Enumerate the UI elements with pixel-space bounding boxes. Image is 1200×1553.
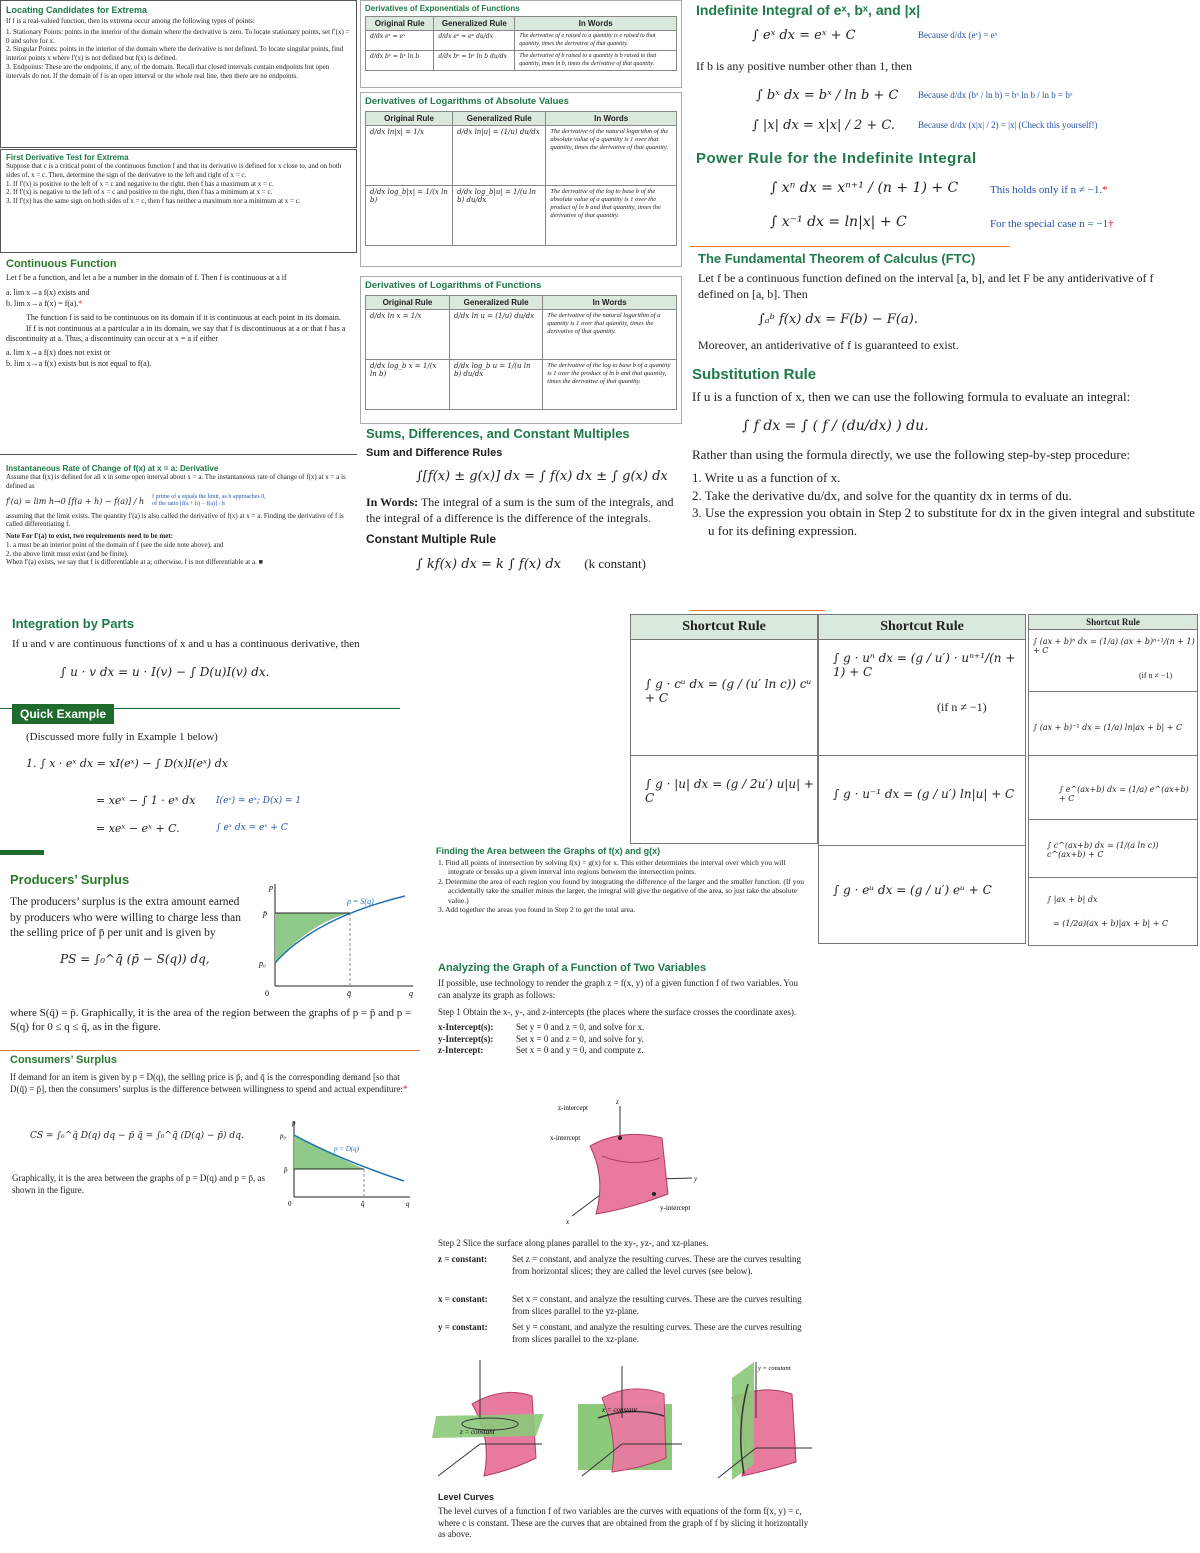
quick-example-label: Quick Example	[12, 704, 114, 724]
curve-label: p = D(q)	[334, 1145, 359, 1153]
indef-f2: ∫ bˣ dx = bˣ / ln b + C	[756, 88, 899, 103]
shortcut2-r1b: (if n ≠ −1)	[937, 700, 987, 714]
column-header: Original Rule	[366, 296, 450, 310]
producers-graph	[255, 878, 420, 1000]
column-header: Generalized Rule	[449, 296, 542, 310]
table-cell: d/dx bᵘ = bᵘ ln b du/dx	[434, 51, 515, 71]
twovar-yc: y = constant: Set y = constant, and analyze the resulting curves. These are the curves resulting from slices parallel to the xz-plane.	[438, 1322, 802, 1344]
shortcut1-r1: ∫ g · cᵘ dx = (g / (u′ ln c)) cᵘ + C	[645, 677, 812, 705]
continuous-cond-b: b. lim x→a f(x) = f(a).*	[6, 298, 83, 308]
sums-sub1: Sum and Difference Rules	[366, 447, 503, 459]
row-divider	[819, 755, 1025, 756]
p0-label: p₀	[259, 959, 266, 968]
table-row	[366, 310, 677, 360]
indef-title: Indefinite Integral of eˣ, bˣ, and |x|	[696, 2, 921, 18]
p-label: p	[292, 1119, 296, 1127]
table-row	[366, 126, 677, 186]
power-n2: For the special case n = −1†	[990, 218, 1114, 230]
power-title: Power Rule for the Indefinite Integral	[696, 150, 977, 167]
instant-formula: f′(a) = lim h→0 [f(a + h) − f(a)] / h	[6, 496, 145, 506]
y-label: y	[694, 1175, 698, 1183]
y-intercept-point	[652, 1192, 656, 1196]
instant-formula-row	[6, 494, 351, 509]
column-header: In Words	[515, 17, 677, 31]
origin-label: 0	[288, 1200, 292, 1208]
shortcut2-r1: ∫ g · uⁿ dx = (g / u′) · uⁿ⁺¹/(n + 1) + C	[833, 651, 1016, 679]
instant-note-blue: f prime of a equals the limit, as h approaches 0, of the ratio [f(a + h) − f(a)] / h	[152, 493, 266, 507]
shortcut3-r3: ∫ e^(ax+b) dx = (1/a) e^(ax+b) + C	[1059, 785, 1189, 803]
x-label: x	[566, 1218, 570, 1226]
indef-b3: Because d/dx (x|x| / 2) = |x| (Check this yourself!)	[918, 120, 1098, 130]
deriv-log-title: Derivatives of Logarithms of Functions	[365, 280, 542, 291]
parts-ex1: 1. ∫ x · eˣ dx = xI(eˣ) − ∫ D(x)I(eˣ) dx	[26, 757, 228, 770]
column-header: Generalized Rule	[434, 17, 515, 31]
column-header: In Words	[543, 296, 677, 310]
q-label: q	[409, 989, 413, 998]
sums-title: Sums, Differences, and Constant Multiples	[366, 426, 630, 441]
shortcut3-header: Shortcut Rule	[1029, 615, 1197, 630]
yint-label: y-intercept	[660, 1204, 691, 1212]
curve-label: p = S(q)	[347, 897, 374, 906]
twovar-title: Analyzing the Graph of a Function of Two Variables	[438, 962, 707, 974]
row-divider	[1029, 755, 1197, 756]
deriv-exp-panel	[360, 0, 682, 88]
row-divider	[1029, 877, 1197, 878]
table-cell: d/dx ln x = 1/x	[366, 310, 450, 360]
z-label: z	[616, 1098, 619, 1106]
continuous-dis-a: a. lim x→a f(x) does not exist or	[6, 348, 111, 358]
ftc-panel	[690, 249, 1200, 361]
qbar-label: q̄	[347, 989, 351, 998]
table-cell: The derivative of b raised to a quantity is b raised to that quantity, times ln b, times the derivative of that quantity.	[515, 51, 677, 71]
shortcut3-r1b: (if n ≠ −1)	[1139, 671, 1173, 680]
area-title: Finding the Area between the Graphs of f(x) and g(x)	[436, 846, 661, 856]
shortcut3-r4: ∫ c^(ax+b) dx = (1/(a ln c)) c^(ax+b) + C	[1047, 841, 1159, 859]
table-row	[366, 186, 677, 246]
table-cell: The derivative of the log to base b of the absolute value of a quantity is 1 over the product of ln b and that quantity, times the derivative of that quantity.	[546, 186, 677, 246]
table-row	[366, 360, 677, 410]
ftc-title: The Fundamental Theorem of Calculus (FTC)	[698, 251, 976, 266]
deriv-logabs-table	[365, 111, 677, 246]
x-slice-figure	[578, 1366, 682, 1476]
row-divider	[631, 755, 817, 756]
shortcut1-panel	[630, 614, 818, 844]
pbar-label: p̄	[284, 1166, 288, 1174]
origin-label: 0	[265, 989, 269, 998]
deriv-logabs-panel	[360, 92, 682, 267]
xint-label: x-intercept	[550, 1134, 581, 1142]
first-deriv-intro: Suppose that c is a critical point of the continuous function f and that its derivative is defined for x close to, and on both sides of, x = c. Then, determine the sign of the derivative to the left and right of x = c.	[6, 162, 342, 179]
sums-formula2-row	[416, 556, 680, 572]
extrema-panel	[0, 0, 357, 148]
twovar-zint: z-Intercept: Set x = 0 and y = 0, and compute z.	[438, 1045, 644, 1056]
area-item: 1. Find all points of intersection by solving f(x) = g(x) for x. This either determines the interval over which you will integrate or breaks up a given interval into regions between the intersection points.	[438, 858, 786, 877]
producers-panel	[0, 868, 420, 1048]
continuous-intro: Let f be a function, and let a be a number in the domain of f. Then f is continuous at a if	[6, 273, 287, 282]
p0-label: p₀	[280, 1132, 286, 1140]
continuous-para1: The function f is said to be continuous on its domain if it is continuous at each point in its domain.	[26, 313, 341, 323]
shortcut2-header: Shortcut Rule	[819, 615, 1025, 640]
parts-title: Integration by Parts	[12, 616, 135, 631]
twovar-panel	[432, 960, 818, 1553]
ftc-formula: ∫ₐᵇ f(x) dx = F(b) − F(a).	[758, 312, 918, 328]
sums-inwords: In Words: The integral of a sum is the sum of the integrals, and the integral of a difference is the difference of the integrals.	[366, 495, 674, 526]
twovar-step2: Step 2 Slice the surface along planes parallel to the xy-, yz-, and xz-planes.	[438, 1238, 709, 1248]
parts-quick-note: (Discussed more fully in Example 1 below)	[26, 731, 218, 743]
instant-title: Instantaneous Rate of Change of f(x) at x = a: Derivative	[6, 464, 219, 473]
shortcut3-r5: ∫ |ax + b| dx	[1047, 895, 1098, 904]
subst-step: 2. Take the derivative du/dx, and solve for the quantity dx in terms of du.	[692, 487, 1072, 503]
continuous-title: Continuous Function	[6, 258, 117, 270]
x-axis	[438, 1444, 480, 1476]
extrema-item: 3. Endpoints: These are the endpoints, if any, of the domain. Recall that closed intervals contain endpoints but open intervals do not. If the domain of f is an open interval or the whole real line, then there are no endpoints.	[6, 62, 330, 80]
column-header: In Words	[546, 112, 677, 126]
level-text: The level curves of a function f of two variables are the curves with equations of the form f(x, y) = c, where c is constant. These are the curves that are obtained from the graph of f by slicing it horizontally as above.	[438, 1506, 809, 1540]
twovar-yint: y-Intercept(s): Set x = 0 and z = 0, and solve for y.	[438, 1033, 644, 1044]
subst-panel	[688, 364, 1200, 610]
producers-text: The producers’ surplus is the extra amount earned by producers who were willing to charge less than the selling price of p̄ per unit and is given by	[10, 896, 242, 940]
producers-title: Producers’ Surplus	[10, 872, 130, 887]
table-cell: d/dx log_b u = 1/(u ln b) du/dx	[449, 360, 542, 410]
continuous-panel	[0, 255, 357, 455]
z-slice-figure	[432, 1360, 544, 1476]
indef-b1: Because d/dx (eˣ) = eˣ	[918, 30, 998, 40]
shortcut3-r1: ∫ (ax + b)ⁿ dx = (1/a) (ax + b)ⁿ⁺¹/(n + 1) + C	[1033, 637, 1195, 655]
y-slice-figure	[718, 1362, 812, 1480]
indef-f3: ∫ |x| dx = x|x| / 2 + C.	[752, 118, 896, 133]
indef-f1: ∫ eˣ dx = eˣ + C	[752, 28, 856, 43]
column-header: Original Rule	[366, 17, 434, 31]
extrema-item: 1. Stationary Points: points in the interior of the domain where the derivative is zero. To locate stationary points, set f′(x) = 0 and solve for x.	[6, 27, 350, 45]
twovar-step1: Step 1 Obtain the x-, y-, and z-intercepts (the places where the surface crosses the coordinate axes).	[438, 1007, 797, 1018]
z-intercept-point	[618, 1136, 622, 1140]
table-cell: The derivative of the natural logarithm of a quantity is 1 over that quantity, times the derivative of that quantity.	[543, 310, 677, 360]
deriv-logabs-title: Derivatives of Logarithms of Absolute Values	[365, 96, 569, 107]
deriv-exp-title: Derivatives of Exponentials of Functions	[365, 4, 520, 13]
surface-figure	[532, 1098, 732, 1228]
table-cell: The derivative of the log to base b of a quantity is 1 over the product of ln b and that quantity, times the derivative of that quantity.	[543, 360, 677, 410]
power-panel	[690, 148, 1200, 244]
consumers-panel	[0, 1050, 420, 1210]
table-cell: d/dx ln|x| = 1/x	[366, 126, 453, 186]
surface	[590, 1134, 668, 1214]
deriv-exp-table	[365, 16, 677, 71]
producers-after: where S(q̄) = p̄. Graphically, it is the area of the region between the graphs of p = p̄ and p = S(q) for 0 ≤ q ≤ q̄, as in the figure.	[10, 1007, 412, 1034]
shortcut3-r5b: = (1/2a)(ax + b)|ax + b| + C	[1053, 919, 1169, 928]
subst-after: Rather than using the formula directly, we use the following step-by-step procedure:	[692, 446, 1131, 462]
instant-intro: Assume that f(x) is defined for all x in some open interval about x = a. The instantaneous rate of change of f(x) at x = a is defined as	[6, 473, 346, 490]
column-header: Original Rule	[366, 112, 453, 126]
first-deriv-item: 2. If f′(x) is negative to the left of x = c and positive to the right, then f has a minimum at x = c.	[6, 188, 273, 197]
parts-panel	[0, 612, 420, 862]
table-cell: d/dx ln u = (1/u) du/dx	[449, 310, 542, 360]
consumers-text: If demand for an item is given by p = D(q), the selling price is p̄, and q̄ is the corresponding demand [so that D(q̄) = p̄], then the consumers’ surplus is the difference between willingness to spend and actual expenditure:*	[10, 1072, 408, 1094]
table-cell: d/dx log_b|x| = 1/(x ln b)	[366, 186, 453, 246]
deriv-log-table	[365, 295, 677, 410]
first-deriv-item: 1. If f′(x) is positive to the left of x = c and negative to the right, then f has a maximum at x = c.	[6, 179, 274, 188]
instant-n1: 1. a must be an interior point of the domain of f (see the side note above), and	[6, 540, 224, 549]
instant-end: When f′(a) exists, we say that f is differentiable at a; otherwise, f is not differentiable at a. ■	[6, 558, 263, 567]
shortcut2-panel	[818, 614, 1026, 944]
slice-figures	[432, 1358, 816, 1488]
table-cell: d/dx eᵘ = eᵘ du/dx	[434, 31, 515, 51]
area-item: 3. Add together the areas you found in Step 2 to get the total area.	[438, 904, 636, 914]
table-cell: d/dx ln|u| = (1/u) du/dx	[453, 126, 546, 186]
surplus-region	[275, 913, 350, 963]
indef-b2: Because d/dx (bˣ / ln b) = bˣ ln b / ln b = bˣ	[918, 90, 1073, 100]
zint-label: z-intercept	[558, 1104, 588, 1112]
divider	[690, 246, 1010, 247]
sums-formula1: ∫[f(x) ± g(x)] dx = ∫ f(x) dx ± ∫ g(x) dx	[416, 469, 668, 484]
continuous-cond-a: a. lim x→a f(x) exists and	[6, 288, 90, 298]
slice-label: x = constant	[602, 1406, 638, 1414]
extrema-title: Locating Candidates for Extrema	[6, 5, 148, 15]
parts-ex2-note: I(eˣ) = eˣ; D(x) = 1	[216, 796, 302, 806]
subst-step: 3. Use the expression you obtain in Step 2 to substitute for dx in the given integral and substitute u for its defining expression.	[692, 505, 1195, 538]
table-row	[366, 51, 677, 71]
slice-label: y = constant	[758, 1365, 791, 1372]
table-row	[366, 31, 677, 51]
parts-text: If u and v are continuous functions of x and u has a continuous derivative, then	[12, 638, 360, 650]
table-cell: d/dx log_b|u| = 1/(u ln b) du/dx	[453, 186, 546, 246]
p-label: p	[269, 883, 273, 892]
extrema-intro: If f is a real-valued function, then its extrema occur among the following types of points:	[6, 17, 255, 25]
producers-formula: PS = ∫₀^q̄ (p̄ − S(q)) dq,	[60, 951, 210, 966]
subst-text: If u is a function of x, then we can use the following formula to evaluate an integral:	[692, 389, 1131, 404]
parts-ex3: = xeˣ − eˣ + C.	[96, 822, 180, 835]
consumers-title: Consumers’ Surplus	[10, 1054, 117, 1066]
area-item: 2. Determine the area of each region you found by integrating the difference of the larger and the smaller function. (If you accidentally take the smaller minus the larger, the integral will give the negative of the area, so just take the absolute value.)	[438, 876, 805, 905]
table-header-row	[366, 296, 677, 310]
qbar-label: q̄	[361, 1200, 365, 1208]
subst-title: Substitution Rule	[692, 366, 817, 383]
table-cell: The derivative of e raised to a quantity is e raised to that quantity, times the derivative of that quantity.	[515, 31, 677, 51]
indef-mid: If b is any positive number other than 1, then	[696, 59, 912, 73]
twovar-xc: x = constant: Set x = constant, and analyze the resulting curves. These are the curves resulting from slices parallel to the yz-plane.	[438, 1294, 802, 1316]
shortcut2-r2: ∫ g · u⁻¹ dx = (g / u′) ln|u| + C	[833, 787, 1015, 801]
slice-label: z = constant	[460, 1428, 495, 1436]
ftc-after: Moreover, an antiderivative of f is guaranteed to exist.	[698, 338, 959, 353]
power-n1: This holds only if n ≠ −1.*	[990, 184, 1108, 196]
first-deriv-item: 3. If f′(x) has the same sign on both sides of x = c, then f has neither a maximum nor a minimum at x = c.	[6, 197, 301, 205]
first-deriv-title: First Derivative Test for Extrema	[6, 153, 129, 162]
q-label: q	[406, 1200, 410, 1208]
level-title: Level Curves	[438, 1492, 495, 1502]
table-header-row	[366, 17, 677, 31]
table-cell: d/dx bˣ = bˣ ln b	[366, 51, 434, 71]
extrema-item: 2. Singular Points: points in the interior of the domain where the derivative is not defined. To locate singular points, find interior points x where f′(x) is not defined but f(x) is defined.	[6, 45, 344, 62]
quick-end-bar	[0, 850, 44, 855]
parts-formula: ∫ u · v dx = u · I(v) − ∫ D(u)I(v) dx.	[60, 665, 270, 680]
continuous-dis-b: b. lim x→a f(x) exists but is not equal to f(a).	[6, 358, 152, 368]
shortcut1-r2: ∫ g · |u| dx = (g / 2u′) u|u| + C	[645, 777, 814, 805]
subst-formula: ∫ f dx = ∫ ( f / (du/dx) ) du.	[742, 417, 929, 434]
instant-panel	[0, 461, 357, 611]
shortcut3-r2: ∫ (ax + b)⁻¹ dx = (1/a) ln|ax + b| + C	[1033, 723, 1183, 732]
twovar-intro: If possible, use technology to render the graph z = f(x, y) of a given function f of two variables. You can analyze its graph as follows:	[438, 978, 798, 1000]
row-divider	[1029, 819, 1197, 820]
row-divider	[1029, 691, 1197, 692]
consumers-after: Graphically, it is the area between the graphs of p = D(q) and p = p̄, as shown in the figure.	[12, 1173, 265, 1195]
indef-panel	[690, 0, 1200, 145]
twovar-xint: x-Intercept(s): Set y = 0 and z = 0, and solve for x.	[438, 1022, 645, 1033]
table-cell: d/dx eˣ = eˣ	[366, 31, 434, 51]
sums-sub2: Constant Multiple Rule	[366, 532, 496, 547]
sums-panel	[362, 424, 684, 610]
sums-formula2-note: (k constant)	[584, 556, 646, 572]
shortcut1-header: Shortcut Rule	[631, 615, 817, 640]
twovar-zc: z = constant: Set z = constant, and analyze the resulting curves. These are the curves resulting from horizontal slices; they are called the level curves (see below).	[438, 1254, 802, 1276]
table-header-row	[366, 112, 677, 126]
power-f1: ∫ xⁿ dx = xⁿ⁺¹ / (n + 1) + C	[770, 180, 959, 196]
shortcut3-panel	[1028, 614, 1198, 946]
parts-ex3-note: ∫ eˣ dx = eˣ + C	[216, 823, 288, 833]
continuous-para2: If f is not continuous at a particular a in its domain, we say that f is discontinuous at a or that f has a discontinuity at a. Thus, a discontinuity can occur at x = a if either	[6, 323, 346, 343]
sums-formula2: ∫ kf(x) dx = k ∫ f(x) dx	[416, 557, 561, 573]
table-cell: d/dx log_b x = 1/(x ln b)	[366, 360, 450, 410]
row-divider	[819, 845, 1025, 846]
instant-n2: 2. the above limit must exist (and be finite).	[6, 549, 129, 558]
first-deriv-panel	[0, 149, 357, 253]
pbar-label: p̄	[263, 909, 267, 918]
parts-ex2: = xeˣ − ∫ 1 · eˣ dx	[96, 794, 196, 807]
table-cell: The derivative of the natural logarithm of the absolute value of a quantity is 1 over that quantity, times the derivative of that quantity.	[546, 126, 677, 186]
column-header: Generalized Rule	[453, 112, 546, 126]
subst-step: 1. Write u as a function of x.	[692, 470, 841, 486]
instant-after: assuming that the limit exists. The quantity f′(a) is also called the derivative of f(x) at x = a. Finding the derivative of f is called differentiating f.	[6, 511, 344, 529]
shortcut2-r3: ∫ g · eᵘ dx = (g / u′) eᵘ + C	[833, 883, 992, 897]
instant-note: Note For f′(a) to exist, two requirements need to be met:	[6, 532, 174, 540]
deriv-log-panel	[360, 276, 682, 424]
ftc-text: Let f be a continuous function defined on the interval [a, b], and let F be any antiderivative of f defined on [a, b]. Then	[698, 271, 1154, 302]
consumers-formula: CS = ∫₀^q̄ D(q) dq − p̄ q̄ = ∫₀^q̄ (D(q) − p̄) dq.	[30, 1131, 244, 1141]
consumers-graph	[278, 1117, 418, 1209]
area-panel	[432, 844, 816, 956]
power-f2: ∫ x⁻¹ dx = ln|x| + C	[770, 214, 907, 230]
divider	[690, 610, 825, 611]
